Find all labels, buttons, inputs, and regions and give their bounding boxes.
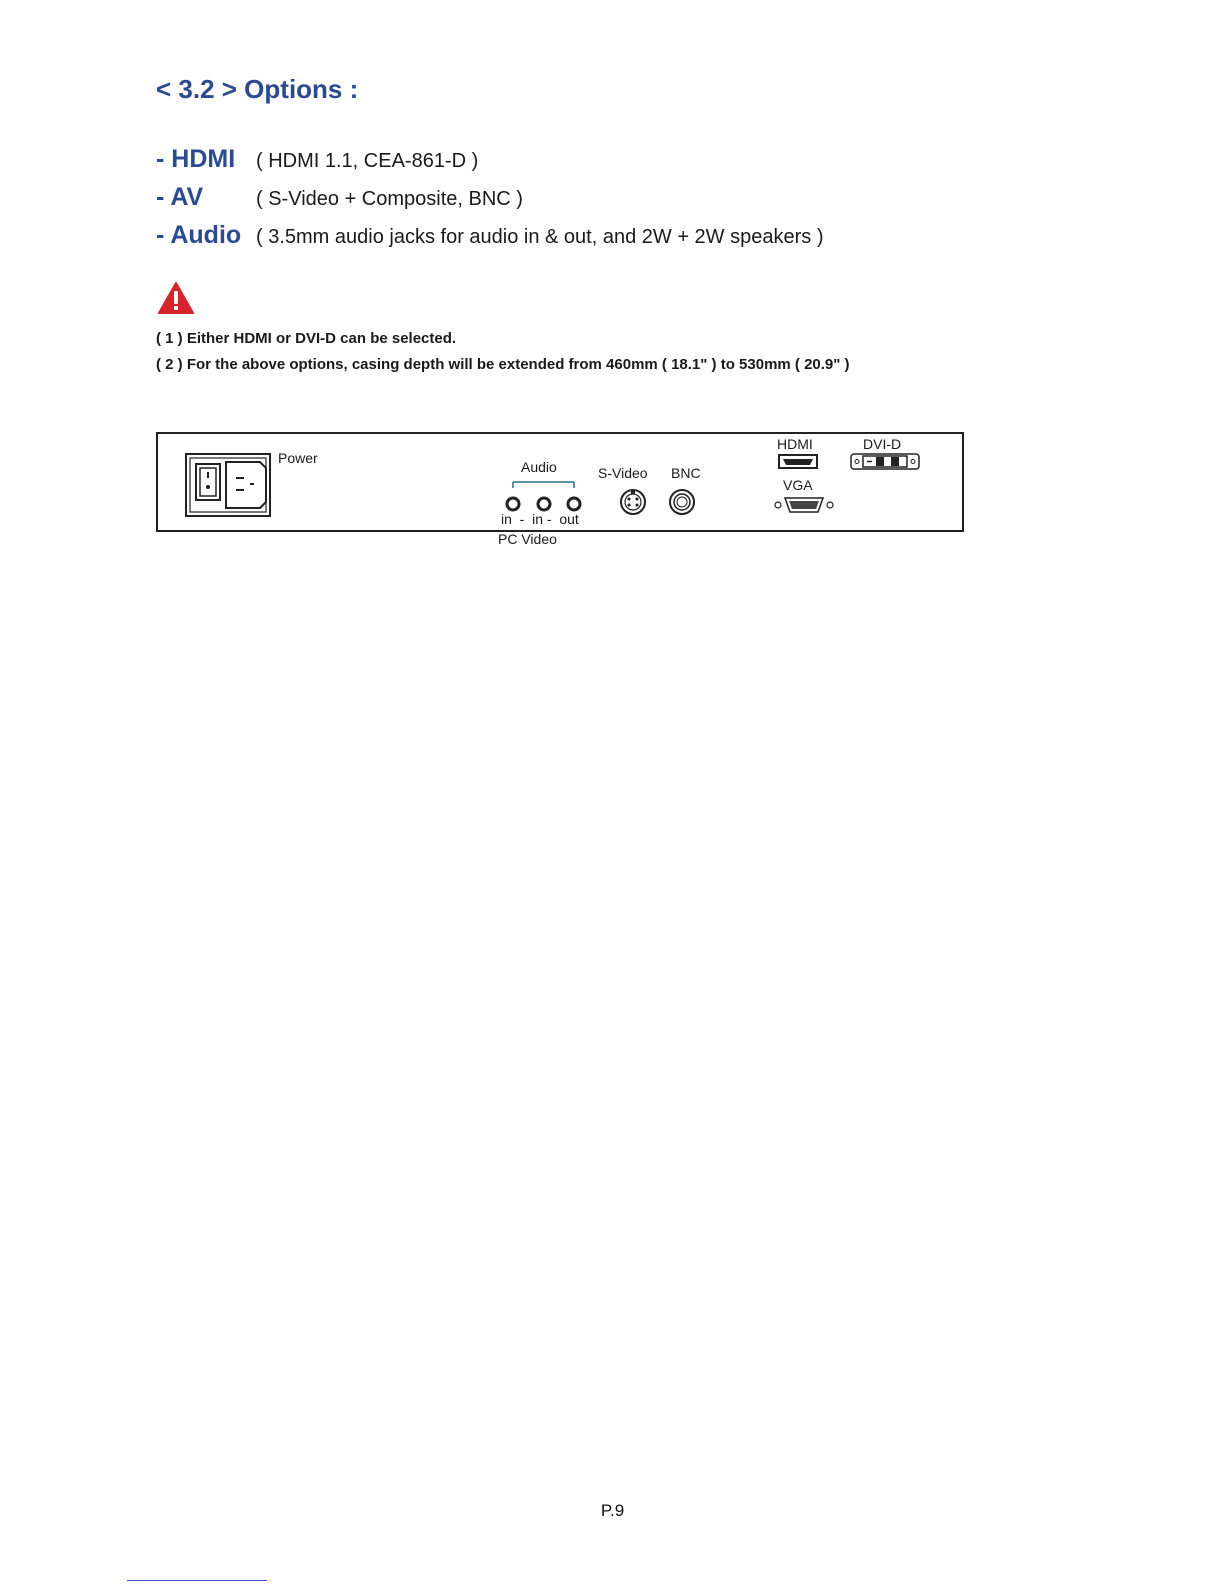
- section-title: < 3.2 > Options :: [156, 74, 359, 104]
- bnc-port-icon: [670, 490, 694, 514]
- hdmi-label: HDMI: [777, 436, 813, 452]
- option-av: [156, 183, 523, 217]
- option-desc: ( HDMI 1.1, CEA-861-D ): [256, 150, 479, 172]
- note-2: ( 2 ) For the above options, casing depth will be extended from 460mm ( 18.1" ) to 530mm ( 20.9" ): [156, 356, 850, 373]
- audio-jack-icon: [507, 498, 519, 510]
- audio-jack-icon: [568, 498, 580, 510]
- note-1: ( 1 ) Either HDMI or DVI-D can be selected.: [156, 330, 457, 347]
- audio-jack-icon: [538, 498, 550, 510]
- option-name: - Audio: [156, 221, 242, 249]
- svideo-label: S-Video: [598, 465, 648, 481]
- audio-label: Audio: [521, 459, 557, 475]
- dvid-label: DVI-D: [863, 436, 902, 452]
- rear-panel-diagram: [156, 432, 965, 547]
- option-hdmi: [156, 145, 478, 179]
- option-desc: ( 3.5mm audio jacks for audio in & out, and 2W + 2W speakers ): [256, 226, 824, 248]
- svideo-port-icon: [621, 490, 645, 514]
- option-name: - HDMI: [156, 145, 236, 173]
- audio-sub-label: PC Video: [498, 531, 557, 547]
- option-audio: [156, 221, 823, 255]
- hdmi-port-icon: [779, 455, 817, 468]
- audio-bracket: [513, 482, 574, 488]
- footer-rule: [127, 1580, 267, 1581]
- power-label: Power: [278, 450, 318, 466]
- vga-port-icon: [775, 498, 833, 512]
- dvid-port-icon: [851, 454, 919, 469]
- audio-ports-label: in - in - out: [501, 511, 579, 527]
- warning-triangle-icon: [158, 282, 194, 314]
- power-socket-icon: [186, 454, 270, 516]
- bnc-label: BNC: [671, 465, 701, 481]
- option-name: - AV: [156, 183, 204, 211]
- option-desc: ( S-Video + Composite, BNC ): [256, 188, 523, 210]
- page-number: P.9: [600, 1501, 625, 1520]
- vga-label: VGA: [783, 477, 813, 493]
